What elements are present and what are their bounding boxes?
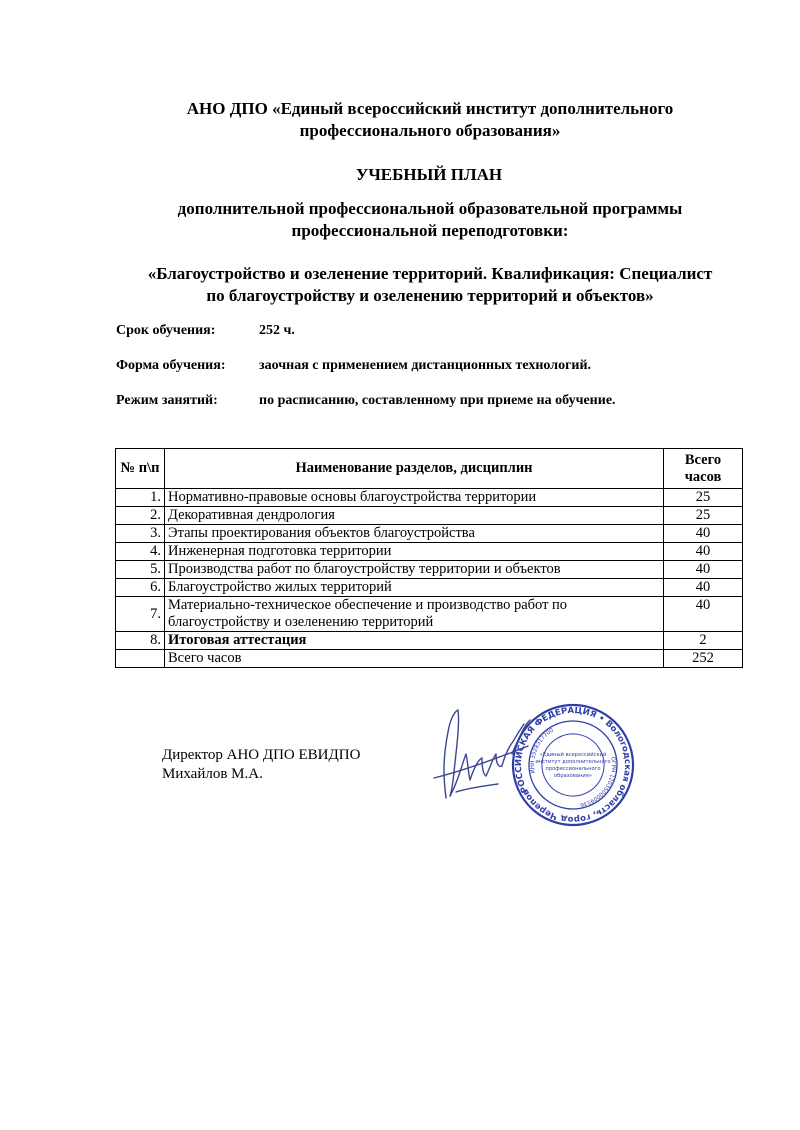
organization-title-line1: АНО ДПО «Единый всероссийский институт дополнительного [186,99,674,118]
row-number: 4. [116,543,165,561]
stamp-ogrn-text: ОГРН 1203500009536 [579,756,617,808]
table-row [116,632,743,650]
table-row [116,543,743,561]
document-title: УЧЕБНЫЙ ПЛАН [355,165,503,184]
duration-label: Срок обучения: [116,323,216,338]
header-hours-line2: часов [684,468,722,485]
row-hours: 2 [664,632,743,650]
director-position: Директор АНО ДПО ЕВИДПО [162,747,361,763]
director-name: Михайлов М.А. [162,766,263,782]
row-hours: 25 [664,507,743,525]
row-hours: 40 [664,561,743,579]
program-name-line2: по благоустройству и озеленению территорий и объектов» [206,286,654,305]
organization-title [60,98,800,142]
row-discipline: Благоустройство жилых территорий [165,579,664,597]
row-discipline: Производства работ по благоустройству территории и объектов [165,561,664,579]
row-number: 6. [116,579,165,597]
row-discipline: Этапы проектирования объектов благоустройства [165,525,664,543]
row-number: 7. [116,597,165,632]
duration-value: 252 ч. [259,323,295,338]
row-discipline-line2: благоустройству и озеленению территорий [168,614,434,630]
row-hours: 40 [664,525,743,543]
row-hours: 25 [664,489,743,507]
table-header-row [116,449,743,489]
row-discipline-line1: Материально-техническое обеспечение и производство работ по [168,597,568,613]
row-number: 2. [116,507,165,525]
stamp-center-line1: «Единый всероссийский [539,752,607,758]
stamp-center-line3: профессионального [545,766,601,772]
program-type-line1: дополнительной профессиональной образовательной программы [177,199,683,218]
row-discipline: Итоговая аттестация [165,632,664,650]
row-discipline: Декоративная дендрология [165,507,664,525]
program-name [40,263,800,307]
director-block [162,746,360,784]
row-hours: 40 [664,597,743,632]
row-hours: 40 [664,543,743,561]
organization-title-line2: профессионального образования» [299,121,561,140]
table-row [116,579,743,597]
table-total-row [116,650,743,668]
total-label: Всего часов [165,650,664,668]
row-discipline [165,597,664,632]
stamp-outer-text: РОССИЙСКАЯ ФЕДЕРАЦИЯ • Вологодская область, город Череповец [513,705,633,825]
stamp-inn-text: ИНН 3528317700 [529,727,555,774]
row-discipline: Нормативно-правовые основы благоустройства территории [165,489,664,507]
table-row [116,525,743,543]
row-hours: 40 [664,579,743,597]
row-number: 8. [116,632,165,650]
organization-stamp [508,700,638,830]
header-hours-line1: Всего [684,451,722,468]
row-number: 3. [116,525,165,543]
table-row [116,597,743,632]
schedule-value: по расписанию, составленному при приеме на обучение. [259,393,616,408]
stamp-center-line4: образования» [553,773,593,779]
table-row [116,489,743,507]
header-number: № п\п [116,449,165,489]
program-type [60,198,800,242]
schedule-label: Режим занятий: [116,393,218,408]
header-hours [664,449,743,489]
total-empty-cell [116,650,165,668]
study-form-value: заочная с применением дистанционных технологий. [259,358,592,373]
table-row [116,507,743,525]
program-name-line1: «Благоустройство и озеленение территорий. Квалификация: Специалист [147,264,713,283]
curriculum-table [115,448,743,668]
row-discipline: Инженерная подготовка территории [165,543,664,561]
program-type-line2: профессиональной переподготовки: [291,221,569,240]
header-name: Наименование разделов, дисциплин [165,449,664,489]
stamp-center-line2: институт дополнительного [535,759,611,765]
total-hours: 252 [664,650,743,668]
study-form-label: Форма обучения: [116,358,226,373]
row-number: 5. [116,561,165,579]
row-number: 1. [116,489,165,507]
table-row [116,561,743,579]
